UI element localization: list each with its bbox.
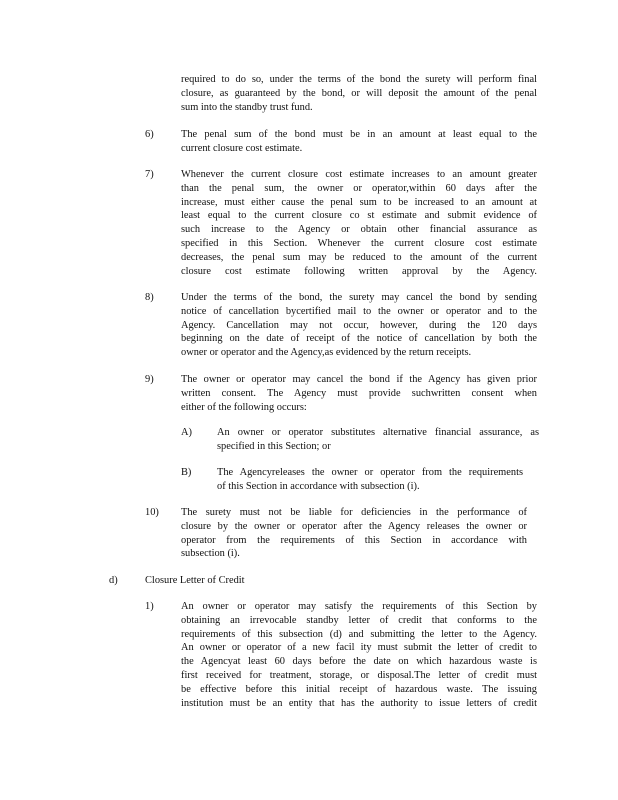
- text-line: closure by the owner or operator after the Agency releases the owner or: [181, 520, 527, 532]
- paragraph-continuation: [181, 73, 537, 114]
- text-line: The penal sum of the bond must be in an amount at least equal to the: [181, 129, 537, 140]
- paragraph-item-9b: [217, 466, 523, 494]
- paragraph-item-6: [181, 128, 537, 156]
- text-line: least equal to the current closure co st estimate and submit evidence of: [181, 210, 537, 222]
- text-line: such increase to the Agency or obtain other financial assurance as: [181, 224, 537, 236]
- text-line: obtaining an irrevocable standby letter of credit that conforms to the: [181, 614, 537, 626]
- paragraph-item-8: [181, 291, 537, 360]
- section-letter: d): [109, 575, 118, 586]
- paragraph-item-9: [181, 373, 537, 414]
- item-number: 1): [145, 601, 154, 612]
- text-line: beginning on the date of receipt of the notice of cancellation by both the: [181, 333, 537, 345]
- item-number: 9): [145, 374, 154, 385]
- text-line: written consent. The Agency must provide suchwritten consent when: [181, 387, 537, 399]
- text-line: requirements of this subsection (d) and submitting the letter to the Agency.: [181, 628, 537, 640]
- text-line: current closure cost estimate.: [181, 142, 303, 154]
- subitem-letter: B): [181, 467, 192, 478]
- paragraph-item-9a: [217, 426, 539, 454]
- item-number: 6): [145, 129, 154, 140]
- text-line: specified in this Section. Whenever the current closure cost estimate: [181, 237, 537, 249]
- text-line: An owner or operator may satisfy the requirements of this Section by: [181, 601, 537, 612]
- section-heading: Closure Letter of Credit: [145, 575, 245, 586]
- text-line: The Agencyreleases the owner or operator from the requirements: [217, 467, 523, 478]
- text-line: either of the following occurs:: [181, 401, 307, 413]
- text-line: than the penal sum, the owner or operator,within 60 days after the: [181, 182, 537, 194]
- text-line: An owner or operator of a new facil ity must submit the letter of credit to: [181, 642, 537, 654]
- text-line: Whenever the current closure cost estimate increases to an amount greater: [181, 169, 537, 180]
- text-line: closure cost estimate following written approval by the Agency.: [181, 265, 537, 277]
- text-line: An owner or operator substitutes alternative financial assurance, as: [217, 427, 539, 438]
- subitem-letter: A): [181, 427, 192, 438]
- paragraph-item-d1: [181, 600, 537, 710]
- text-line: specified in this Section; or: [217, 440, 331, 452]
- item-number: 10): [145, 507, 159, 518]
- text-line: notice of cancellation bycertified mail to the owner or operator and to the: [181, 305, 537, 317]
- text-line: owner or operator and the Agency,as evidenced by the return receipts.: [181, 347, 472, 359]
- text-line: The surety must not be liable for deficiencies in the performance of: [181, 507, 527, 518]
- text-line: operator from the requirements of this Section in accordance with: [181, 534, 527, 546]
- paragraph-item-7: [181, 168, 537, 278]
- text-line: required to do so, under the terms of the bond the surety will perform final: [181, 74, 537, 85]
- text-line: increase, must either cause the penal sum to be increased to an amount at: [181, 196, 537, 208]
- text-line: sum into the standby trust fund.: [181, 101, 313, 113]
- text-line: institution must be an entity that has the authority to issue letters of credit: [181, 697, 537, 709]
- text-line: first received for treatment, storage, or disposal.The letter of credit must: [181, 669, 537, 681]
- paragraph-item-10: [181, 506, 527, 561]
- text-line: subsection (i).: [181, 548, 240, 560]
- text-line: decreases, the penal sum may be reduced to the amount of the current: [181, 251, 537, 263]
- text-line: of this Section in accordance with subsection (i).: [217, 480, 420, 492]
- text-line: be effective before this initial receipt of hazardous waste. The issuing: [181, 683, 537, 695]
- item-number: 7): [145, 169, 154, 180]
- text-line: closure, as guaranteed by the bond, or will deposit the amount of the penal: [181, 87, 537, 99]
- text-line: Under the terms of the bond, the surety may cancel the bond by sending: [181, 292, 537, 303]
- item-number: 8): [145, 292, 154, 303]
- text-line: Agency. Cancellation may not occur, however, during the 120 days: [181, 319, 537, 331]
- text-line: The owner or operator may cancel the bond if the Agency has given prior: [181, 374, 537, 385]
- text-line: the Agencyat least 60 days before the date on which hazardous waste is: [181, 656, 537, 668]
